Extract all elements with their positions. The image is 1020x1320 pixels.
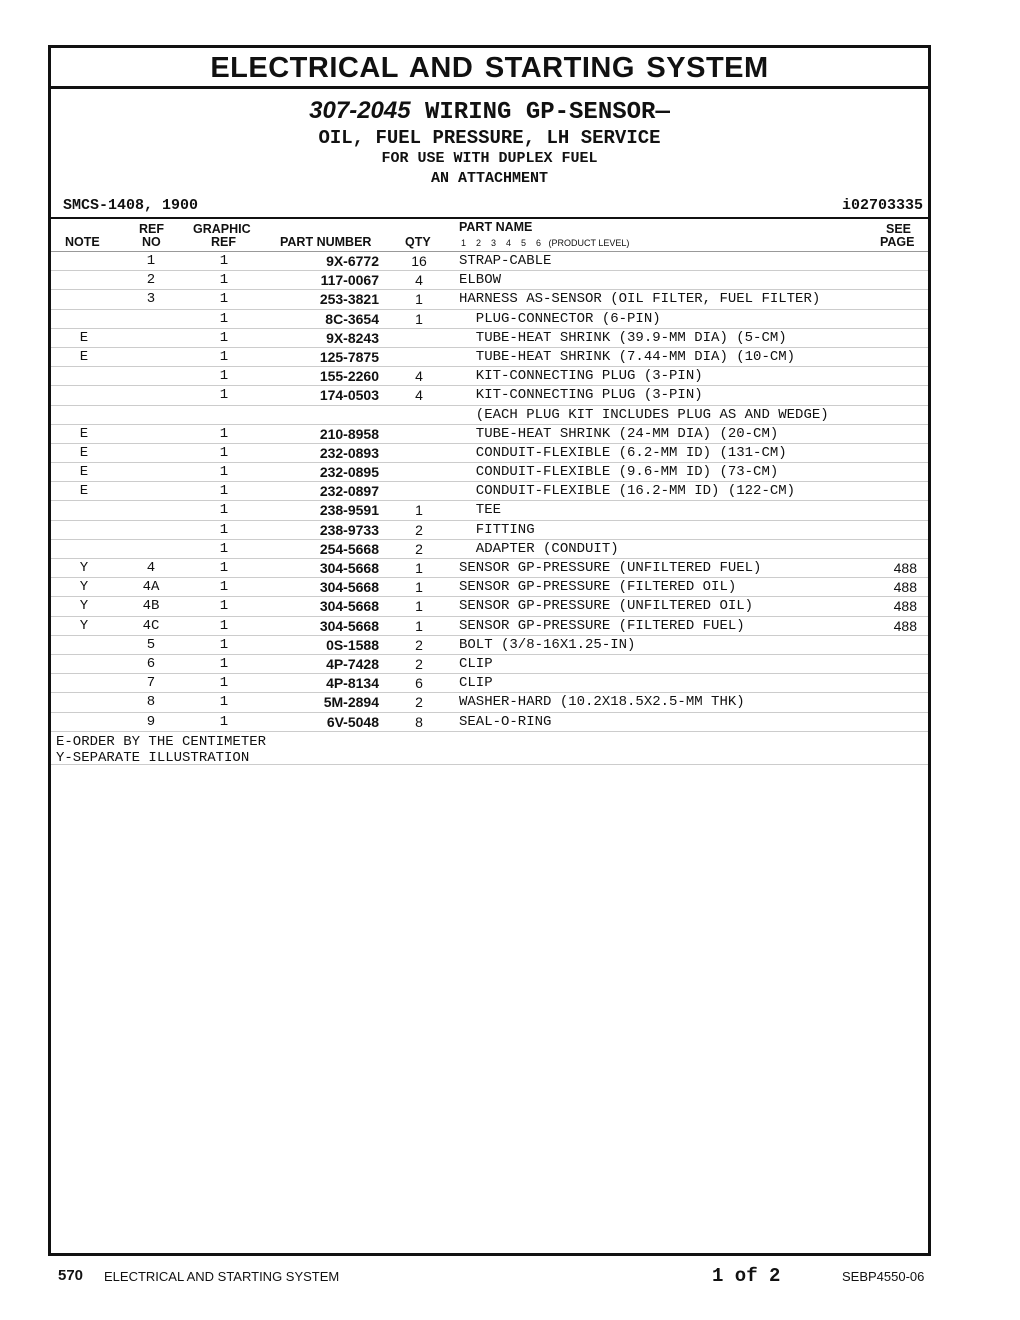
note-cell: Y xyxy=(79,579,89,596)
graphic-ref-cell: 1 xyxy=(219,310,229,327)
ref-no-cell: 6 xyxy=(146,655,156,672)
qty-cell: 2 xyxy=(415,636,423,653)
note-cell: E xyxy=(79,444,89,461)
ref-no-cell: 8 xyxy=(146,694,156,711)
note-cell: Y xyxy=(79,560,89,576)
part-name-cell: TUBE-HEAT SHRINK (39.9-MM DIA) (5-CM) xyxy=(459,329,787,346)
part-name-cell: STRAP-CABLE xyxy=(459,253,552,269)
see-page-cell: 488 xyxy=(893,579,917,596)
col-product-levels: 1 2 3 4 5 6 (PRODUCT LEVEL) xyxy=(461,238,630,248)
graphic-ref-cell: 1 xyxy=(219,713,229,730)
qty-cell: 16 xyxy=(411,253,427,269)
ref-no-cell: 3 xyxy=(146,291,156,308)
graphic-ref-cell: 1 xyxy=(219,579,229,596)
part-name-cell: TUBE-HEAT SHRINK (7.44-MM DIA) (10-CM) xyxy=(459,348,796,365)
part-name-cell: KIT-CONNECTING PLUG (3-PIN) xyxy=(459,368,703,385)
part-number-cell: 254-5668 xyxy=(319,540,379,557)
part-name-cell: SENSOR GP-PRESSURE (UNFILTERED FUEL) xyxy=(459,560,762,576)
table-row xyxy=(51,310,928,329)
table-row xyxy=(51,425,928,444)
part-name-cell: ELBOW xyxy=(459,272,502,289)
part-name-cell: TEE xyxy=(459,502,502,519)
table-row xyxy=(51,674,928,693)
note-cell: E xyxy=(79,425,89,442)
ref-no-cell: 4 xyxy=(146,560,156,576)
table-row xyxy=(51,463,928,482)
see-page-cell: 488 xyxy=(893,560,917,576)
graphic-ref-cell: 1 xyxy=(219,253,229,269)
graphic-ref-cell: 1 xyxy=(219,675,229,692)
see-page-cell: 488 xyxy=(893,598,917,615)
qty-cell: 4 xyxy=(415,368,423,385)
footer-section: ELECTRICAL AND STARTING SYSTEM xyxy=(104,1269,340,1284)
part-name-cell: BOLT (3/8-16X1.25-IN) xyxy=(459,636,636,653)
usage-line-1: FOR USE WITH DUPLEX FUEL xyxy=(381,150,598,167)
ref-no-cell: 4A xyxy=(142,579,160,596)
table-row xyxy=(51,559,928,578)
qty-cell: 1 xyxy=(415,560,423,576)
graphic-ref-cell: 1 xyxy=(219,348,229,365)
col-qty: QTY xyxy=(405,235,431,249)
table-header xyxy=(51,219,928,252)
col-graphic-1: GRAPHIC xyxy=(193,222,251,236)
group-number: 307-2045 xyxy=(309,97,411,124)
part-name-cell: CONDUIT-FLEXIBLE (6.2-MM ID) (131-CM) xyxy=(459,444,787,461)
table-row xyxy=(51,578,928,597)
col-graphic-2: REF xyxy=(211,235,236,249)
col-part-number: PART NUMBER xyxy=(280,235,372,249)
ref-no-cell: 7 xyxy=(146,675,156,692)
qty-cell: 4 xyxy=(415,387,423,404)
part-name-cell: SENSOR GP-PRESSURE (FILTERED FUEL) xyxy=(459,617,745,634)
table-row xyxy=(51,482,928,501)
table-row xyxy=(51,252,928,271)
group-title xyxy=(51,97,928,127)
group-header xyxy=(51,97,928,189)
part-number-cell: 5M-2894 xyxy=(323,694,379,711)
qty-cell: 2 xyxy=(415,540,423,557)
part-name-cell: ADAPTER (CONDUIT) xyxy=(459,540,619,557)
part-name-cell: SENSOR GP-PRESSURE (UNFILTERED OIL) xyxy=(459,598,754,615)
table-row xyxy=(51,597,928,616)
part-number-cell: 6V-5048 xyxy=(326,713,379,730)
part-number-cell: 4P-7428 xyxy=(326,655,379,672)
part-number-cell: 232-0893 xyxy=(319,444,379,461)
part-number-cell: 125-7875 xyxy=(319,348,379,365)
part-name-cell: KIT-CONNECTING PLUG (3-PIN) xyxy=(459,387,703,404)
notes-block xyxy=(51,732,928,765)
table-row xyxy=(51,636,928,655)
footer-page-number: 570 xyxy=(58,1267,84,1284)
parts-table-body xyxy=(51,252,928,732)
part-number-cell: 174-0503 xyxy=(319,387,379,404)
part-name-cell: SENSOR GP-PRESSURE (FILTERED OIL) xyxy=(459,579,737,596)
page-footer xyxy=(0,1265,1020,1289)
part-number-cell: 232-0895 xyxy=(319,464,379,481)
table-row xyxy=(51,693,928,712)
part-name-cell: HARNESS AS-SENSOR (OIL FILTER, FUEL FILTER) xyxy=(459,291,821,308)
part-name-cell: WASHER-HARD (10.2X18.5X2.5-MM THK) xyxy=(459,694,745,711)
ref-no-cell: 9 xyxy=(146,713,156,730)
graphic-ref-cell: 1 xyxy=(219,521,229,538)
ref-no-cell: 1 xyxy=(146,253,156,269)
part-number-cell: 9X-8243 xyxy=(326,329,379,346)
note-cell: Y xyxy=(79,617,89,634)
page-frame xyxy=(48,45,931,1256)
col-see-1: SEE xyxy=(886,222,912,236)
note-cell: E xyxy=(79,464,89,481)
part-number-cell: 0S-1588 xyxy=(326,636,379,653)
ref-no-cell: 5 xyxy=(146,636,156,653)
group-name: WIRING GP-SENSOR— xyxy=(425,99,670,126)
qty-cell: 2 xyxy=(415,521,423,538)
part-number-cell: 253-3821 xyxy=(319,291,379,308)
qty-cell: 1 xyxy=(415,579,423,596)
qty-cell: 2 xyxy=(415,694,423,711)
table-row xyxy=(51,386,928,405)
graphic-ref-cell: 1 xyxy=(219,694,229,711)
part-number-cell: 117-0067 xyxy=(320,272,379,289)
table-row xyxy=(51,367,928,386)
table-row xyxy=(51,540,928,559)
ref-no-cell: 2 xyxy=(146,272,156,289)
col-note: NOTE xyxy=(65,235,100,249)
section-title: ELECTRICAL AND STARTING SYSTEM xyxy=(210,52,769,84)
note-cell: E xyxy=(79,329,89,346)
footer-sheet: 1 of 2 xyxy=(712,1265,781,1287)
table-row xyxy=(51,617,928,636)
illustration-id: i02703335 xyxy=(841,197,923,214)
ref-no-cell: 4B xyxy=(142,598,160,615)
graphic-ref-cell: 1 xyxy=(219,655,229,672)
graphic-ref-cell: 1 xyxy=(219,636,229,653)
graphic-ref-cell: 1 xyxy=(219,560,229,576)
usage-line-2: AN ATTACHMENT xyxy=(430,170,549,187)
part-number-cell: 155-2260 xyxy=(319,368,379,385)
qty-cell: 1 xyxy=(415,291,423,308)
graphic-ref-cell: 1 xyxy=(219,502,229,519)
smcs-row xyxy=(51,195,928,219)
table-row xyxy=(51,521,928,540)
table-row xyxy=(51,290,928,309)
part-name-cell: FITTING xyxy=(459,521,535,538)
ref-no-cell: 4C xyxy=(142,617,160,634)
qty-cell: 6 xyxy=(415,675,423,692)
group-subtitle: OIL, FUEL PRESSURE, LH SERVICE xyxy=(318,127,661,149)
table-row xyxy=(51,713,928,732)
part-name-cell: (EACH PLUG KIT INCLUDES PLUG AS AND WEDGE) xyxy=(459,406,829,423)
part-name-cell: CONDUIT-FLEXIBLE (16.2-MM ID) (122-CM) xyxy=(459,483,796,500)
col-ref-1: REF xyxy=(139,222,164,236)
part-number-cell: 232-0897 xyxy=(319,483,379,500)
graphic-ref-cell: 1 xyxy=(219,387,229,404)
part-number-cell: 9X-6772 xyxy=(326,253,379,269)
qty-cell: 2 xyxy=(415,655,423,672)
col-ref-2: NO xyxy=(142,235,161,249)
part-name-cell: TUBE-HEAT SHRINK (24-MM DIA) (20-CM) xyxy=(459,425,779,442)
col-see-2: PAGE xyxy=(880,235,915,249)
table-row xyxy=(51,444,928,463)
qty-cell: 8 xyxy=(415,713,423,730)
graphic-ref-cell: 1 xyxy=(219,291,229,308)
section-title-bar xyxy=(51,48,928,89)
table-row xyxy=(51,329,928,348)
col-part-name: PART NAME xyxy=(459,220,533,234)
table-row xyxy=(51,271,928,290)
part-name-cell: PLUG-CONNECTOR (6-PIN) xyxy=(459,310,661,327)
note-cell: Y xyxy=(79,598,89,615)
part-number-cell: 210-8958 xyxy=(319,425,379,442)
note-y: Y-SEPARATE ILLUSTRATION xyxy=(56,749,250,766)
part-name-cell: CONDUIT-FLEXIBLE (9.6-MM ID) (73-CM) xyxy=(459,464,779,481)
part-number-cell: 238-9591 xyxy=(319,502,379,519)
note-cell: E xyxy=(79,483,89,500)
qty-cell: 1 xyxy=(415,598,423,615)
table-row xyxy=(51,348,928,367)
part-number-cell: 304-5668 xyxy=(319,598,379,615)
graphic-ref-cell: 1 xyxy=(219,272,229,289)
note-e: E-ORDER BY THE CENTIMETER xyxy=(56,733,267,750)
qty-cell: 1 xyxy=(415,310,423,327)
graphic-ref-cell: 1 xyxy=(219,598,229,615)
graphic-ref-cell: 1 xyxy=(219,368,229,385)
table-row xyxy=(51,501,928,520)
table-row xyxy=(51,655,928,674)
qty-cell: 4 xyxy=(415,272,423,289)
part-number-cell: 304-5668 xyxy=(319,560,379,576)
part-number-cell: 8C-3654 xyxy=(325,310,379,327)
smcs-code: SMCS-1408, 1900 xyxy=(63,197,199,214)
part-name-cell: CLIP xyxy=(459,675,493,692)
qty-cell: 1 xyxy=(415,502,423,519)
part-name-cell: CLIP xyxy=(459,655,493,672)
qty-cell: 1 xyxy=(415,617,423,634)
table-row xyxy=(51,406,928,425)
see-page-cell: 488 xyxy=(893,617,917,634)
part-number-cell: 304-5668 xyxy=(319,617,379,634)
part-number-cell: 238-9733 xyxy=(319,521,379,538)
part-name-cell: SEAL-O-RING xyxy=(459,713,552,730)
graphic-ref-cell: 1 xyxy=(219,329,229,346)
graphic-ref-cell: 1 xyxy=(219,483,229,500)
graphic-ref-cell: 1 xyxy=(219,617,229,634)
part-number-cell: 304-5668 xyxy=(319,579,379,596)
note-cell: E xyxy=(79,348,89,365)
graphic-ref-cell: 1 xyxy=(219,540,229,557)
graphic-ref-cell: 1 xyxy=(219,425,229,442)
graphic-ref-cell: 1 xyxy=(219,444,229,461)
part-number-cell: 4P-8134 xyxy=(326,675,379,692)
footer-doc-id: SEBP4550-06 xyxy=(842,1269,925,1284)
graphic-ref-cell: 1 xyxy=(219,464,229,481)
